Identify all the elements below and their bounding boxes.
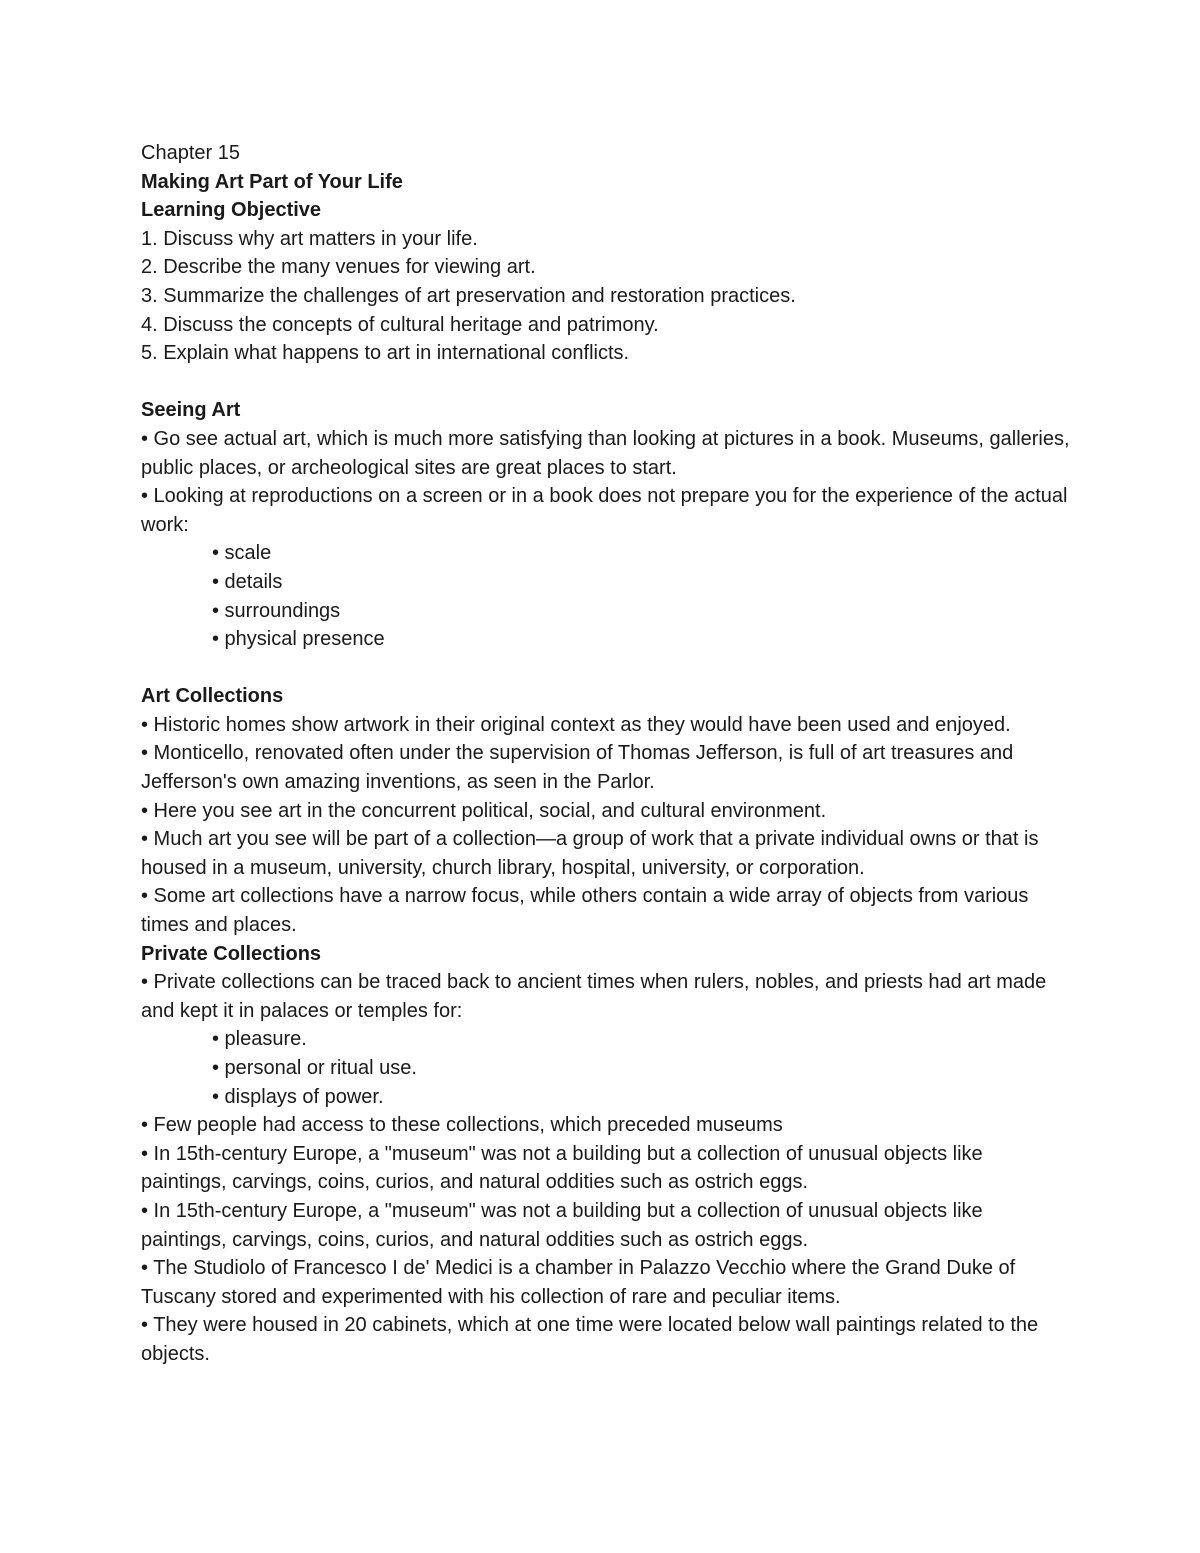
sub-bullet-item: • scale	[212, 542, 272, 565]
bullet-item: • Here you see art in the concurrent political, social, and cultural environment.	[141, 799, 827, 822]
sub-bullet-item: • displays of power.	[212, 1085, 384, 1108]
objective-item: 5. Explain what happens to art in international conflicts.	[141, 342, 630, 365]
sub-bullet-item: • pleasure.	[212, 1028, 307, 1051]
bullet-item: • Go see actual art, which is much more satisfying than looking at pictures in a book. Museums, galleries, public places, or archeological sites are great places to start.	[141, 427, 1070, 479]
bullet-item: • Historic homes show artwork in their original context as they would have been used and enjoyed.	[141, 713, 1011, 736]
seeing-art-heading: Seeing Art	[141, 399, 241, 422]
bullet-item: • Private collections can be traced back to ancient times when rulers, nobles, and priests had art made and kept it in palaces or temples for:	[141, 971, 1047, 1022]
spacer	[141, 654, 1071, 683]
art-collections-heading: Art Collections	[141, 685, 284, 708]
document-title: Making Art Part of Your Life	[141, 170, 403, 193]
bullet-item: • In 15th-century Europe, a "museum" was not a building but a collection of unusual objects like paintings, carvings, coins, curios, and natural oddities such as ostrich eggs.	[141, 1199, 983, 1251]
bullet-item: • Few people had access to these collections, which preceded museums	[141, 1114, 783, 1137]
objective-item: 1. Discuss why art matters in your life.	[141, 227, 478, 250]
objectives-heading: Learning Objective	[141, 199, 322, 222]
bullet-item: • Looking at reproductions on a screen or in a book does not prepare you for the experience of the actual work:	[141, 485, 1068, 536]
objective-item: 3. Summarize the challenges of art preservation and restoration practices.	[141, 284, 796, 307]
private-collections-heading: Private Collections	[141, 942, 322, 965]
document-page	[141, 139, 1071, 1369]
spacer	[141, 368, 1071, 397]
sub-bullet-item: • physical presence	[212, 628, 385, 651]
sub-bullet-item: • surroundings	[212, 599, 341, 622]
bullet-item: • Some art collections have a narrow focus, while others contain a wide array of objects from various times and places.	[141, 885, 1029, 937]
bullet-item: • They were housed in 20 cabinets, which at one time were located below wall paintings related to the objects.	[141, 1314, 1039, 1365]
sub-bullet-item: • details	[212, 570, 283, 593]
objective-item: 4. Discuss the concepts of cultural heritage and patrimony.	[141, 313, 659, 336]
chapter-label: Chapter 15	[141, 142, 240, 164]
bullet-item: • Monticello, renovated often under the supervision of Thomas Jefferson, is full of art treasures and Jefferson's own amazing inventions, as seen in the Parlor.	[141, 742, 1014, 794]
bullet-item: • The Studiolo of Francesco I de' Medici is a chamber in Palazzo Vecchio where the Grand Duke of Tuscany stored and experimented with his collection of rare and peculiar items.	[141, 1257, 1016, 1308]
sub-bullet-item: • personal or ritual use.	[212, 1057, 417, 1079]
bullet-item: • Much art you see will be part of a collection—a group of work that a private individual owns or that is housed in a museum, university, church library, hospital, university, or corporation.	[141, 828, 1039, 879]
objective-item: 2. Describe the many venues for viewing art.	[141, 256, 536, 279]
bullet-item: • In 15th-century Europe, a "museum" was not a building but a collection of unusual objects like paintings, carvings, coins, curios, and natural oddities such as ostrich eggs.	[141, 1142, 983, 1194]
